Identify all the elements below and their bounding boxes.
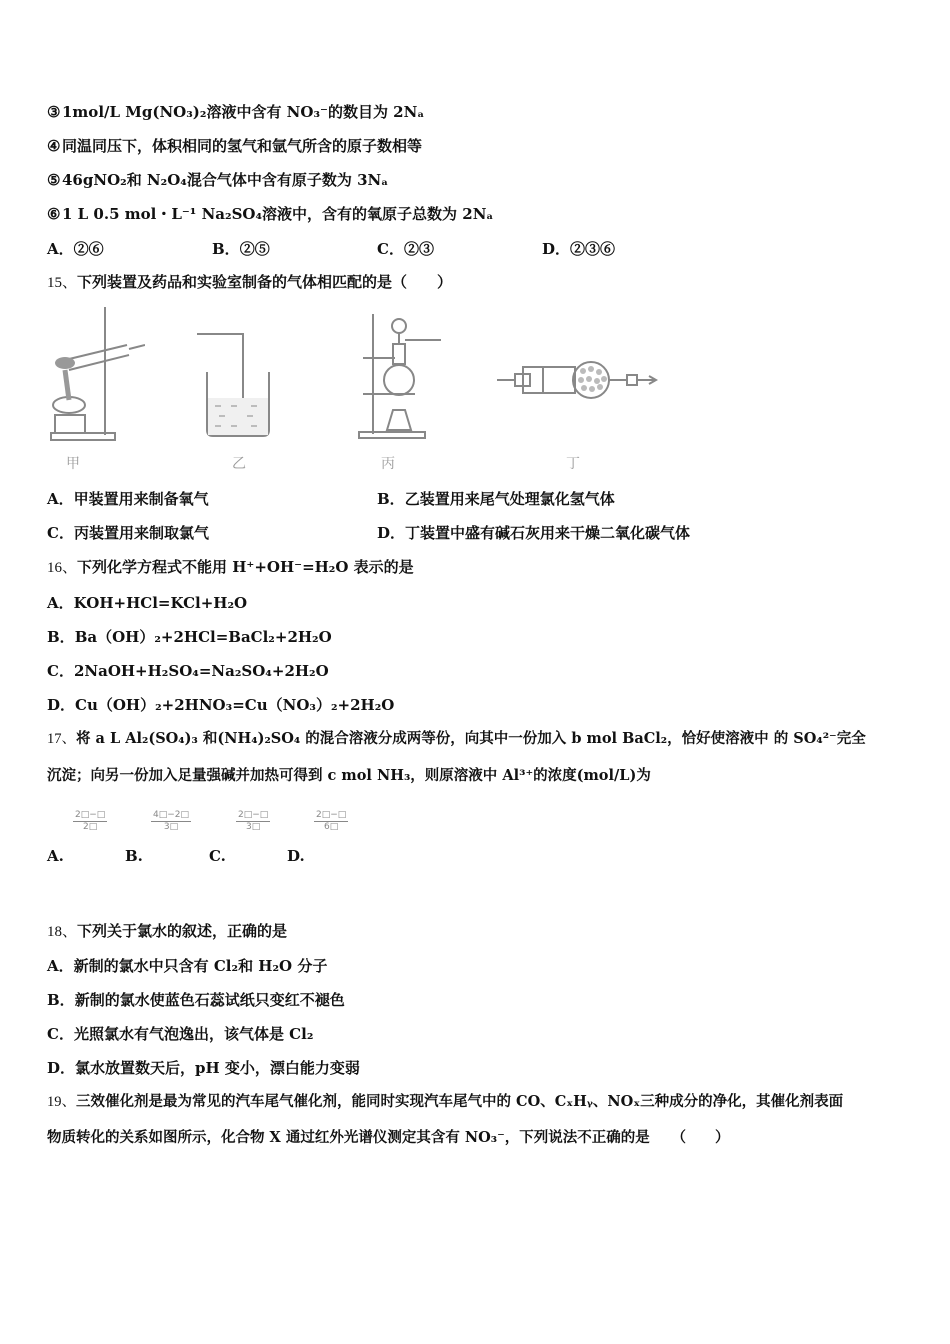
option-label: D． bbox=[542, 240, 571, 258]
option-text: ②⑤ bbox=[239, 240, 270, 258]
q19-stem-line2: 物质转化的关系如图所示，化合物 X 通过红外光谱仪测定其含有 NO₃⁻，下列说法不正确的是 （ ） bbox=[47, 1129, 730, 1146]
option-label: D． bbox=[47, 1059, 76, 1077]
apparatus-yi-figure bbox=[195, 330, 275, 440]
option-label: C． bbox=[377, 240, 404, 258]
q14-item-4: ④ bbox=[47, 137, 61, 155]
option-text: 2NaOH+H₂SO₄=Na₂SO₄+2H₂O bbox=[73, 662, 329, 680]
q14-item-6: ⑥ bbox=[47, 205, 61, 223]
q14-item-5: ⑤ bbox=[47, 171, 61, 189]
ionic-equation: H⁺+OH⁻=H₂O bbox=[232, 558, 349, 576]
figure-label-yi: 乙 bbox=[232, 456, 246, 472]
option-text: ②③ bbox=[403, 240, 434, 258]
option-text: 甲装置用来制备氧气 bbox=[73, 490, 209, 508]
apparatus-ding-figure bbox=[495, 355, 660, 405]
q14-item-5-text: 46gNO₂和 N₂O₄混合气体中含有原子数为 3Nₐ bbox=[62, 171, 389, 189]
question-number: 19、 bbox=[47, 1094, 76, 1110]
option-text: 乙装置用来尾气处理氯化氢气体 bbox=[404, 490, 615, 508]
q16-option-b[interactable] bbox=[47, 626, 332, 647]
option-text: 丁装置中盛有碱石灰用来干燥二氧化碳气体 bbox=[405, 524, 691, 542]
q15-option-a[interactable] bbox=[47, 488, 209, 509]
fraction-numerator: 2□−□ bbox=[75, 810, 106, 820]
figure-label-jia: 甲 bbox=[66, 456, 80, 472]
option-text: ②⑥ bbox=[73, 240, 104, 258]
q18-option-b[interactable] bbox=[47, 989, 345, 1010]
option-text: ②③⑥ bbox=[570, 240, 616, 258]
q17-fraction-a bbox=[73, 810, 107, 833]
fraction-denominator: 2□ bbox=[83, 822, 98, 832]
question-number: 17、 bbox=[47, 731, 76, 747]
question-text: 下列装置及药品和实验室制备的气体相匹配的是（ ） bbox=[77, 273, 453, 291]
option-label: D． bbox=[377, 524, 406, 542]
q14-item-3: ③ bbox=[47, 103, 61, 121]
q15-stem bbox=[47, 272, 452, 293]
option-label: D． bbox=[47, 696, 76, 714]
option-label: A． bbox=[47, 957, 74, 975]
fraction-denominator: 6□ bbox=[324, 822, 339, 832]
question-text: 三效催化剂是最为常见的汽车尾气催化剂，能同时实现汽车尾气中的 CO、CₓHᵧ、NOₓ三种成分的净化，其催化剂表面 bbox=[76, 1093, 844, 1110]
fraction-numerator: 2□−□ bbox=[316, 810, 347, 820]
apparatus-jia-figure bbox=[45, 305, 145, 445]
option-text: 光照氯水有气泡逸出，该气体是 Cl₂ bbox=[73, 1025, 314, 1043]
fraction-numerator: 2□−□ bbox=[238, 810, 269, 820]
q18-option-d[interactable] bbox=[47, 1057, 360, 1078]
q17-fraction-c bbox=[236, 810, 270, 833]
q17-fraction-b bbox=[151, 810, 191, 833]
q16-option-d[interactable] bbox=[47, 694, 394, 715]
option-text: Ba（OH）₂+2HCl=BaCl₂+2H₂O bbox=[74, 628, 332, 646]
question-text: 下列化学方程式不能用 bbox=[77, 558, 233, 576]
q18-option-a[interactable] bbox=[47, 955, 327, 976]
option-label: B． bbox=[212, 240, 240, 258]
figure-label-bing: 丙 bbox=[381, 456, 395, 472]
q15-option-b[interactable] bbox=[377, 488, 615, 509]
q14-option-a[interactable] bbox=[47, 238, 104, 259]
q16-option-c[interactable] bbox=[47, 660, 329, 681]
question-number: 15、 bbox=[47, 275, 78, 291]
q14-item-6-text: 1 L 0.5 mol・L⁻¹ Na₂SO₄溶液中，含有的氧原子总数为 2Nₐ bbox=[62, 205, 494, 223]
fraction-numerator: 4□−2□ bbox=[153, 810, 189, 820]
q19-stem-line1 bbox=[47, 1092, 843, 1112]
option-label: B． bbox=[47, 628, 75, 646]
q17-option-b[interactable]: B. bbox=[125, 847, 143, 865]
q14-option-c[interactable] bbox=[377, 238, 434, 259]
q17-option-a[interactable]: A. bbox=[47, 847, 64, 865]
q18-stem bbox=[47, 921, 287, 942]
q14-item-3-text: 1mol/L Mg(NO₃)₂溶液中含有 NO₃⁻的数目为 2Nₐ bbox=[62, 103, 425, 121]
option-text: KOH+HCl=KCl+H₂O bbox=[73, 594, 248, 612]
option-label: B． bbox=[377, 490, 405, 508]
q17-option-c[interactable]: C. bbox=[209, 847, 226, 865]
fraction-denominator: 3□ bbox=[163, 822, 179, 832]
figure-label-ding: 丁 bbox=[566, 456, 580, 472]
option-text: 新制的氯水中只含有 Cl₂和 H₂O 分子 bbox=[73, 957, 328, 975]
fraction-denominator: 3□ bbox=[246, 822, 261, 832]
q14-option-b[interactable] bbox=[212, 238, 270, 259]
q15-option-c[interactable] bbox=[47, 522, 209, 543]
question-number: 16、 bbox=[47, 560, 78, 576]
question-text: 将 a L Al₂(SO₄)₃ 和(NH₄)₂SO₄ 的混合溶液分成两等份，向其中一份加入 b mol BaCl₂，恰好使溶液中 的 SO₄²⁻完全 bbox=[76, 730, 866, 747]
option-label: C． bbox=[47, 662, 74, 680]
q14-item-4-text: 同温同压下，体积相同的氢气和氩气所含的原子数相等 bbox=[62, 137, 423, 155]
option-text: Cu（OH）₂+2HNO₃=Cu（NO₃）₂+2H₂O bbox=[75, 696, 395, 714]
option-text: 氯水放置数天后，pH 变小，漂白能力变弱 bbox=[75, 1059, 360, 1077]
q14-option-d[interactable] bbox=[542, 238, 615, 259]
q17-fraction-d bbox=[314, 810, 348, 833]
option-label: C． bbox=[47, 524, 74, 542]
option-label: A． bbox=[47, 490, 74, 508]
q15-option-d[interactable] bbox=[377, 522, 690, 543]
option-text: 丙装置用来制取氯气 bbox=[73, 524, 209, 542]
q17-stem-line2: 沉淀；向另一份加入足量强碱并加热可得到 c mol NH₃，则原溶液中 Al³⁺的浓度(mol/L)为 bbox=[47, 767, 651, 784]
option-text: 新制的氯水使蓝色石蕊试纸只变红不褪色 bbox=[74, 991, 345, 1009]
question-text-tail: 表示的是 bbox=[348, 558, 414, 576]
q16-stem bbox=[47, 557, 414, 578]
option-label: B． bbox=[47, 991, 75, 1009]
q17-option-d[interactable]: D. bbox=[287, 847, 305, 865]
q16-option-a[interactable] bbox=[47, 592, 247, 613]
option-label: C． bbox=[47, 1025, 74, 1043]
option-label: A． bbox=[47, 240, 74, 258]
q18-option-c[interactable] bbox=[47, 1023, 313, 1044]
question-text: 下列关于氯水的叙述，正确的是 bbox=[77, 922, 288, 940]
q17-stem-line1 bbox=[47, 729, 866, 749]
option-label: A． bbox=[47, 594, 74, 612]
apparatus-bing-figure bbox=[355, 310, 445, 440]
question-number: 18、 bbox=[47, 924, 78, 940]
